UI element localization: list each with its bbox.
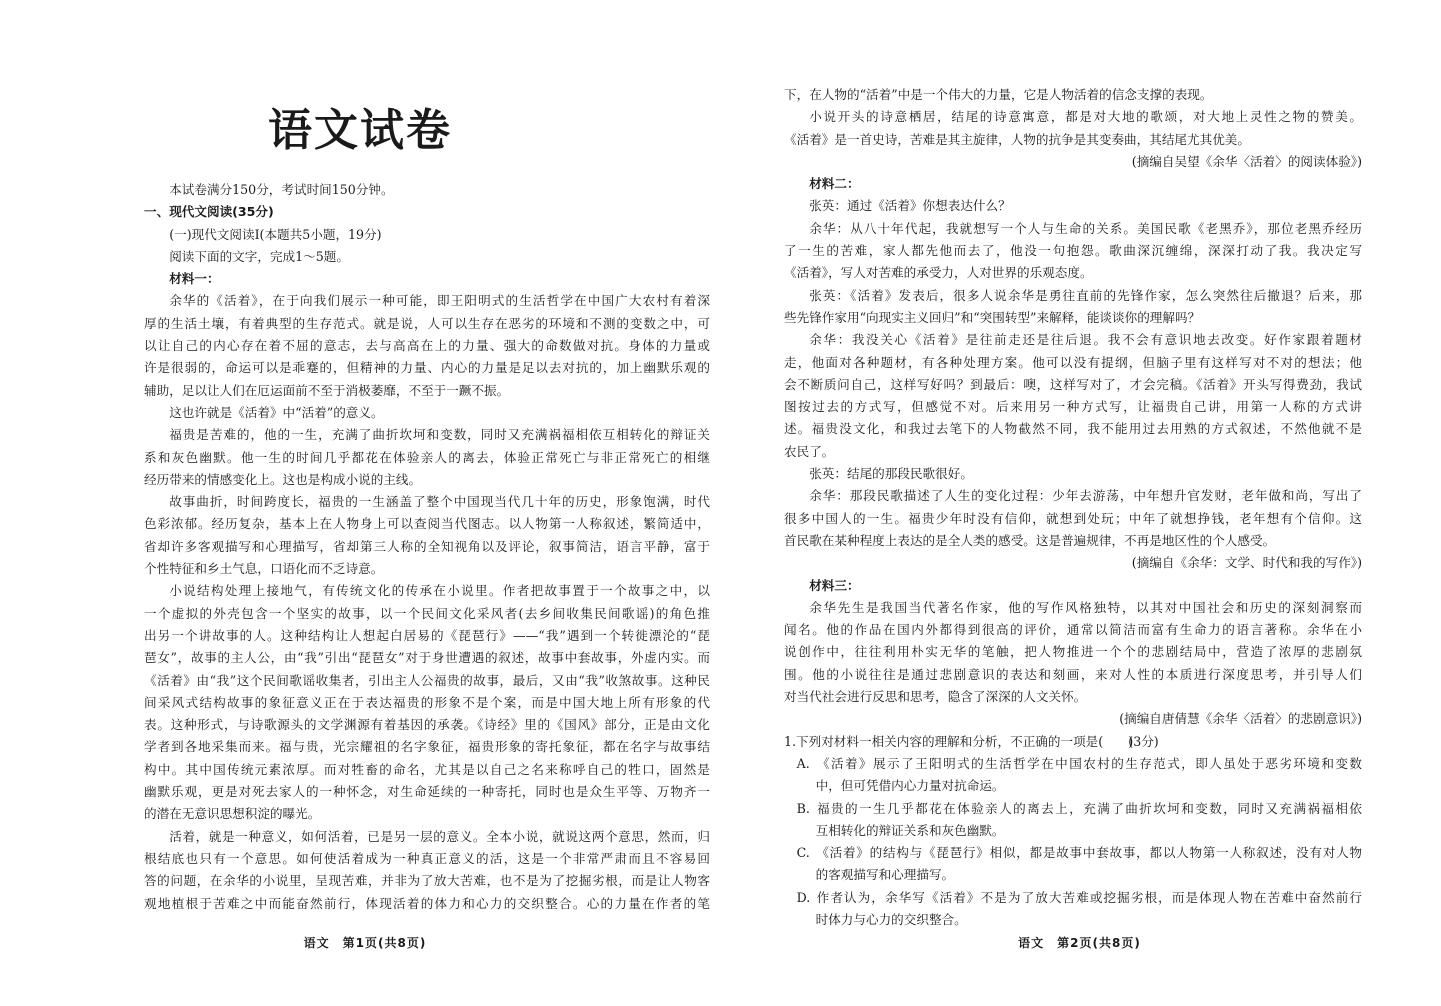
text-line: 福贵是苦难的，他的一生，充满了曲折坎坷和变数，同时又充满祸福相依互相转化的辩证关 <box>169 427 710 443</box>
exam-title: 语文试卷 <box>268 105 452 156</box>
text-line: 本试卷满分150分，考试时间150分钟。 <box>169 182 394 197</box>
text-line: 余华的《活着》，在于向我们展示一种可能，即王阳明式的生活哲学在中国广大农村有着深 <box>169 293 710 309</box>
text-line: 《活着》是一首史诗，苦难是其主旋律，人物的抗争是其变奏曲，其结尾尤其优美。 <box>784 131 1250 147</box>
question-1-stem <box>784 731 1362 753</box>
page-2-passage <box>784 84 1362 731</box>
text-line: 材料三： <box>809 577 860 593</box>
text-line: 闻名。他的作品在国内外都得到很高的评价，通常以简洁而富有生命力的语言著称。余华在小 <box>784 622 1362 638</box>
text-line: 说创作中，往往利用朴实无华的笔触，把人物推进一个个的悲剧结局中，营造了浓厚的悲剧氛 <box>784 644 1362 660</box>
text-line: (摘编自唐倩慧《余华〈活着〉的悲剧意识》) <box>1119 711 1362 727</box>
text-line: 材料二： <box>809 176 860 192</box>
text-line: 系和灰色幽默。他一生的时间几乎都花在体验亲人的离去，体验正常死亡与非正常死亡的相继 <box>144 449 710 465</box>
text-line: (一)现代文阅读Ⅰ(本题共5小题，19分) <box>169 226 382 242</box>
text-line: 余华：从八十年代起，我就想写一个人与生命的关系。美国民歌《老黑乔》，那位老黑乔经历 <box>809 220 1362 236</box>
option-label: C. <box>796 845 810 861</box>
option-a <box>784 753 1362 798</box>
text-line: 琶女”，故事的主人公，由“我”引出“琵琶女”对于身世遭遇的叙述，故事中套故事，外虚内实。而 <box>144 650 710 666</box>
page-1-footer: 语文 第1页(共8页) <box>303 936 427 950</box>
page-2-footer: 语文 第2页(共8页) <box>1018 936 1141 950</box>
text-line: 《活着》由“我”这个民间歌谣收集者，引出主人公福贵的故事，最后，又由“我”收煞故事。这种民 <box>144 672 710 688</box>
option-text-continued: 时体力与心力的交织整合。 <box>815 911 967 927</box>
text-line: 观地植根于苦难之中而能奋然前行，体现活着的体力和心力的交织整合。心的力量在作者的笔 <box>144 895 710 911</box>
option-label: A. <box>796 755 810 771</box>
text-line: 的潜在无意识思想积淀的曝光。 <box>144 806 321 822</box>
text-line: 色彩浓郁。经历复杂，基本上在人物身上可以查阅当代图志。以人物第一人称叙述，繁简适中， <box>144 516 710 532</box>
text-line: 根结底也只有一个意思。如何使活着成为一种真正意义的活，这是一个非常严肃而且不容易回 <box>144 850 710 866</box>
text-line: 小说开头的诗意栖居，结尾的诗意寓意，都是对大地的歌颂，对大地上灵性之物的赞美。 <box>809 109 1362 125</box>
text-line: 图按过去的方式写，但感觉不对。后来用另一种方式写，让福贵自己讲，用第一人称的方式讲 <box>784 399 1362 415</box>
text-line: 厚的生活土壤，有着典型的生存范式。就是说，人可以生存在恶劣的环境和不测的变数之中，可 <box>144 315 710 331</box>
text-line: 出另一个讲故事的人。这种结构让人想起白居易的《琵琶行》——“我”遇到一个转徙漂沦的“琵 <box>144 627 710 643</box>
option-text: 作者认为，余华写《活着》不是为了放大苦难或挖掘劣根，而是体现人物在苦难中奋然前行 <box>815 889 1362 905</box>
text-line: 表。这种形式，与诗歌源头的文学渊源有着基因的承袭。《诗经》里的《国风》部分，正是由文化 <box>144 717 710 733</box>
option-text: 《活着》的结构与《琵琶行》相似，都是故事中套故事，都以人物第一人称叙述，没有对人物 <box>815 845 1362 861</box>
text-line: 学者到各地采集而来。福与贵，光宗耀祖的名字象征，福贵形象的寄托象征，都在名字与故事结 <box>144 739 710 755</box>
text-line: 故事曲折，时间跨度长，福贵的一生涵盖了整个中国现当代几十年的历史，形象饱满，时代 <box>169 494 710 510</box>
text-line: 下，在人物的“活着”中是一个伟大的力量，它是人物活着的信念支撑的表现。 <box>784 87 1213 102</box>
text-line: 许是很弱的，命运可以是乖蹇的，但精神的力量、内心的力量是足以去对抗的，加上幽默乐观的 <box>144 360 710 376</box>
option-c <box>784 842 1362 887</box>
text-line: 这也许就是《活着》中“活着”的意义。 <box>169 404 384 420</box>
text-line: 围。他的小说往往是通过悲剧意识的表达和刻画，来对人性的本质进行深度思考，并引导人们 <box>784 666 1362 682</box>
option-line <box>784 842 1362 864</box>
text-line: 材料一： <box>169 271 220 287</box>
text-line: 经历带来的情感变化上。这也是构成小说的主线。 <box>144 471 422 487</box>
text-line: 首民歌在某种程度上表达的是全人类的感受。这是普遍规律，不再是地区性的个人感受。 <box>784 532 1276 548</box>
question-1-text: 1.下列对材料一相关内容的理解和分析，不正确的一项是 <box>784 733 1099 749</box>
text-line: 一个虚拟的外壳包含一个坚实的故事，以一个民间文化采风者(去乡间收集民间歌谣)的角色推 <box>144 605 710 621</box>
text-line: 会不断质问自己，这样写好吗？到最后：噢，这样写对了，才会完稿。《活着》开头写得费劲，我试 <box>784 376 1362 392</box>
option-line <box>784 798 1362 820</box>
option-text: 福贵的一生几乎都花在体验亲人的离去上，充满了曲折坎坷和变数，同时又充满祸福相依 <box>815 800 1362 816</box>
text-line: 些先锋作家用“向现实主义回归”和“突围转型”来解释，能谈谈你的理解吗？ <box>784 309 1201 325</box>
text-line: 省却许多客观描写和心理描写，省却第三人称的全知视角以及评论，叙事简洁，语言平静，富于 <box>144 538 710 554</box>
text-line: 述。福贵没文化，和我过去笔下的人物截然不同，我不能用过去用熟的方式叙述，不然他就不是 <box>784 421 1362 437</box>
text-line: 张英：结尾的那段民歌很好。 <box>809 466 973 482</box>
exam-page-1 <box>0 0 720 1006</box>
text-line: 余华：那段民歌描述了人生的变化过程：少年去游荡，中年想升官发财，老年做和尚，写出了 <box>809 488 1362 504</box>
question-1 <box>784 731 1362 932</box>
text-line: 个性特征和乡土气息，口语化而不乏诗意。 <box>144 561 384 577</box>
text-line: 活着，就是一种意义，如何活着，已是另一层的意义。全本小说，就说这两个意思，然而，归 <box>169 828 710 844</box>
option-line <box>784 887 1362 909</box>
text-line: 间采风式结构故事的象征意义正在于表达福贵的形象不是个案，而是中国大地上所有形象的代 <box>144 694 710 710</box>
option-text: 《活着》展示了王阳明式的生活哲学在中国农村的生存范式，即人虽处于恶劣环境和变数 <box>815 755 1362 771</box>
text-line: (摘编自吴望《余华〈活着〉的阅读体验》) <box>1131 153 1362 169</box>
option-b <box>784 798 1362 843</box>
page-2-body <box>784 84 1362 931</box>
option-d <box>784 887 1362 932</box>
text-line: 对当代社会进行反思和思考，隐含了深深的人文关怀。 <box>784 689 1087 705</box>
question-1-options <box>784 753 1362 931</box>
option-line <box>784 753 1362 775</box>
text-line: 走，他面对各种题材，有各种处理方案。他可以没有提纲，但脑子里有这样写对不对的想法；他 <box>784 354 1362 370</box>
text-line: 幽默乐观，更是对死去家人的一种怀念，对生命延续的一种寄托，同时也是众生平等、万物齐一 <box>144 784 710 800</box>
text-line: 阅读下面的文字，完成1～5题。 <box>169 248 349 264</box>
page-1-body <box>144 179 710 915</box>
text-line: 很多中国人的一生。福贵少年时没有信仰，就想到处玩；中年了就想挣钱，老年想有个信仰。这 <box>784 510 1362 526</box>
text-line: 余华：我没关心《活着》是往前走还是往后退。我不会有意识地去改变。好作家跟着题材 <box>809 332 1362 348</box>
text-line: 张英：《活着》发表后，很多人说余华是勇往直前的先锋作家，怎么突然往后撤退？后来，那 <box>809 287 1362 303</box>
option-text-continued: 中，但可凭借内心力量对抗命运。 <box>815 778 1005 794</box>
answer-blank: ( ) <box>1098 733 1134 749</box>
text-line: 答的问题，在余华的小说里，呈现苦难，并非为了放大苦难，也不是为了挖掘劣根，而是让人物客 <box>144 873 710 889</box>
text-line: 构中。其中国传统元素浓厚。而对牲畜的命名，尤其是以自己之名来称呼自己的牲口，固然是 <box>144 761 710 777</box>
text-line: 农民了。 <box>784 443 835 459</box>
option-text-continued: 互相转化的辩证关系和灰色幽默。 <box>815 822 1005 838</box>
text-line: 张英：通过《活着》你想表达什么？ <box>809 198 1011 214</box>
text-line: 一、现代文阅读(35分) <box>144 204 274 220</box>
text-line: 《活着》，写人对苦难的承受力，人对世界的乐观态度。 <box>784 265 1093 281</box>
option-text-continued: 的客观描写和心理描写。 <box>815 867 955 883</box>
text-line: 小说结构处理上接地气，有传统文化的传承在小说里。作者把故事置于一个故事之中，以 <box>169 583 710 599</box>
option-label: B. <box>796 800 810 816</box>
text-line: 辅助，足以让人们在厄运面前不至于消极萎靡，不至于一蹶不振。 <box>144 382 510 398</box>
option-label: D. <box>796 889 811 905</box>
text-line: (摘编自《余华：文学、时代和我的写作》) <box>1131 555 1362 571</box>
question-1-points: (3分) <box>1128 733 1159 749</box>
text-line: 余华先生是我国当代著名作家，他的写作风格独特，以其对中国社会和历史的深刻洞察而 <box>809 599 1362 615</box>
exam-page-2 <box>720 0 1441 1006</box>
text-line: 了一生的苦难，家人都先他而去了，他没一句抱怨。歌曲深沉缠绵，深深打动了我。我决定写 <box>784 243 1362 259</box>
text-line: 以让自己的内心存在着不屈的意志，去与高高在上的力量、强大的命数做对抗。身体的力量或 <box>144 338 710 354</box>
